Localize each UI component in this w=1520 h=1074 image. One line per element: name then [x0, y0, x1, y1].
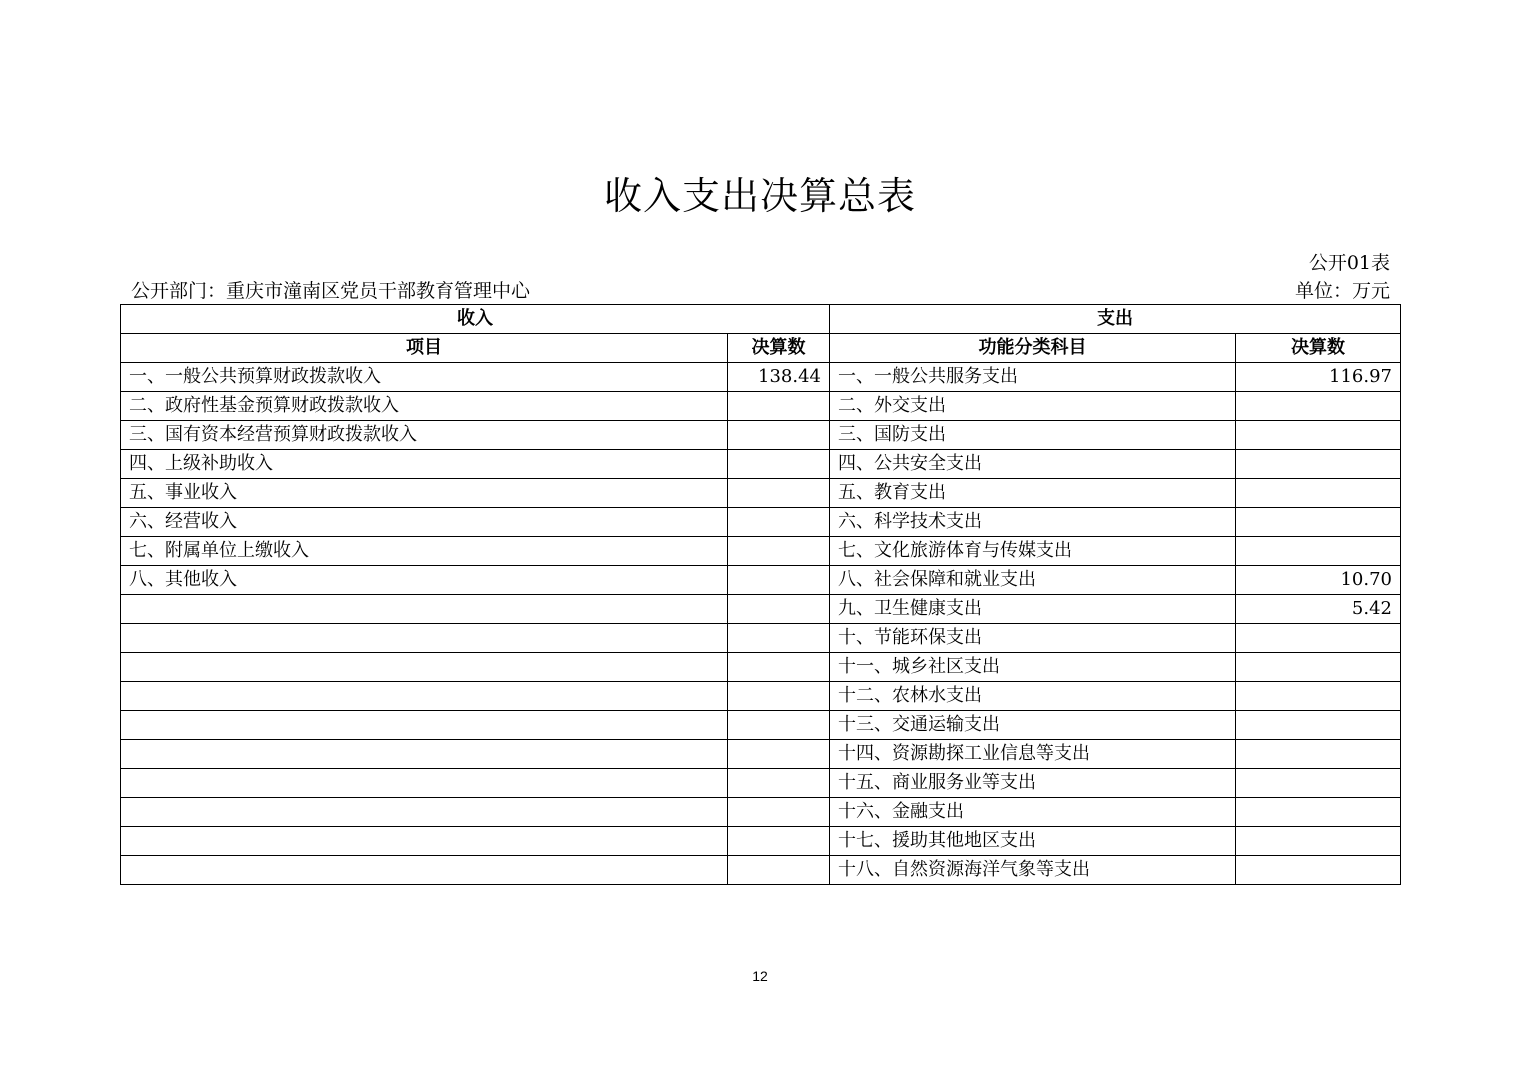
income-item-cell	[121, 595, 728, 624]
table-row	[121, 769, 1401, 798]
expense-amount-cell	[1236, 624, 1401, 653]
expense-item-cell: 六、科学技术支出	[830, 508, 1236, 537]
expense-amount-cell	[1236, 769, 1401, 798]
expense-item-cell: 十五、商业服务业等支出	[830, 769, 1236, 798]
table-body	[121, 363, 1401, 885]
unit-label: 单位：万元	[1294, 280, 1390, 302]
income-item-cell	[121, 769, 728, 798]
income-amount-cell	[728, 537, 830, 566]
expense-item-cell: 三、国防支出	[830, 421, 1236, 450]
table-row	[121, 479, 1401, 508]
table-row	[121, 450, 1401, 479]
income-amount-cell	[728, 711, 830, 740]
income-amount-cell	[728, 856, 830, 885]
expense-item-cell: 七、文化旅游体育与传媒支出	[830, 537, 1236, 566]
income-item-cell	[121, 711, 728, 740]
income-amount-cell	[728, 653, 830, 682]
expense-amount-cell	[1236, 421, 1401, 450]
expense-item-cell: 九、卫生健康支出	[830, 595, 1236, 624]
expense-amount-cell	[1236, 740, 1401, 769]
table-row	[121, 856, 1401, 885]
table-row	[121, 392, 1401, 421]
expense-amount-cell	[1236, 653, 1401, 682]
income-item-cell: 二、政府性基金预算财政拨款收入	[121, 392, 728, 421]
table-row	[121, 537, 1401, 566]
expense-amount-cell	[1236, 856, 1401, 885]
table-row	[121, 566, 1401, 595]
income-item-cell: 七、附属单位上缴收入	[121, 537, 728, 566]
expense-amount-cell	[1236, 392, 1401, 421]
expense-amount-header: 决算数	[1236, 334, 1401, 363]
expense-item-cell: 一、一般公共服务支出	[830, 363, 1236, 392]
expense-item-cell: 十六、金融支出	[830, 798, 1236, 827]
table-row	[121, 624, 1401, 653]
expense-amount-cell	[1236, 508, 1401, 537]
expense-item-cell: 十三、交通运输支出	[830, 711, 1236, 740]
expense-item-cell: 二、外交支出	[830, 392, 1236, 421]
expense-item-cell: 十一、城乡社区支出	[830, 653, 1236, 682]
table-row	[121, 508, 1401, 537]
income-amount-cell	[728, 392, 830, 421]
expense-item-cell: 十八、自然资源海洋气象等支出	[830, 856, 1236, 885]
income-amount-cell: 138.44	[728, 363, 830, 392]
expense-item-cell: 十、节能环保支出	[830, 624, 1236, 653]
income-amount-cell	[728, 682, 830, 711]
income-amount-cell	[728, 450, 830, 479]
table-row	[121, 363, 1401, 392]
expense-item-cell: 十七、援助其他地区支出	[830, 827, 1236, 856]
table-row	[121, 827, 1401, 856]
income-amount-cell	[728, 769, 830, 798]
income-amount-cell	[728, 827, 830, 856]
expense-amount-cell	[1236, 537, 1401, 566]
expense-item-cell: 八、社会保障和就业支出	[830, 566, 1236, 595]
income-item-cell: 四、上级补助收入	[121, 450, 728, 479]
income-item-cell	[121, 740, 728, 769]
income-item-cell: 八、其他收入	[121, 566, 728, 595]
income-amount-header: 决算数	[728, 334, 830, 363]
expense-amount-cell	[1236, 798, 1401, 827]
income-amount-cell	[728, 566, 830, 595]
income-amount-cell	[728, 508, 830, 537]
item-header: 项目	[121, 334, 728, 363]
expense-amount-cell: 5.42	[1236, 595, 1401, 624]
expense-item-cell: 十二、农林水支出	[830, 682, 1236, 711]
expense-item-cell: 五、教育支出	[830, 479, 1236, 508]
income-amount-cell	[728, 595, 830, 624]
expense-amount-cell	[1236, 450, 1401, 479]
table-row	[121, 740, 1401, 769]
expense-amount-cell	[1236, 479, 1401, 508]
expense-item-cell: 十四、资源勘探工业信息等支出	[830, 740, 1236, 769]
income-item-cell	[121, 827, 728, 856]
expense-amount-cell	[1236, 827, 1401, 856]
table-code: 公开01表	[1308, 252, 1390, 274]
income-item-cell: 三、国有资本经营预算财政拨款收入	[121, 421, 728, 450]
income-item-cell	[121, 798, 728, 827]
income-item-cell	[121, 682, 728, 711]
expense-header: 支出	[830, 305, 1401, 334]
header-row-sub	[121, 334, 1401, 363]
page-number: 12	[752, 968, 768, 984]
expense-amount-cell: 10.70	[1236, 566, 1401, 595]
income-item-cell: 一、一般公共预算财政拨款收入	[121, 363, 728, 392]
income-amount-cell	[728, 421, 830, 450]
income-amount-cell	[728, 479, 830, 508]
expense-amount-cell	[1236, 682, 1401, 711]
income-expense-table	[120, 304, 1401, 885]
income-amount-cell	[728, 624, 830, 653]
table-row	[121, 711, 1401, 740]
table-row	[121, 653, 1401, 682]
page-title: 收入支出决算总表	[603, 174, 916, 218]
table-row	[121, 595, 1401, 624]
department-label: 公开部门：重庆市潼南区党员干部教育管理中心	[131, 280, 531, 302]
income-item-cell	[121, 653, 728, 682]
income-item-cell	[121, 624, 728, 653]
table-row	[121, 682, 1401, 711]
income-item-cell: 六、经营收入	[121, 508, 728, 537]
income-item-cell: 五、事业收入	[121, 479, 728, 508]
income-amount-cell	[728, 798, 830, 827]
income-item-cell	[121, 856, 728, 885]
expense-amount-cell	[1236, 711, 1401, 740]
income-amount-cell	[728, 740, 830, 769]
expense-amount-cell: 116.97	[1236, 363, 1401, 392]
table-row	[121, 421, 1401, 450]
func-category-header: 功能分类科目	[830, 334, 1236, 363]
table-row	[121, 798, 1401, 827]
header-row-top	[121, 305, 1401, 334]
income-header: 收入	[121, 305, 830, 334]
expense-item-cell: 四、公共安全支出	[830, 450, 1236, 479]
